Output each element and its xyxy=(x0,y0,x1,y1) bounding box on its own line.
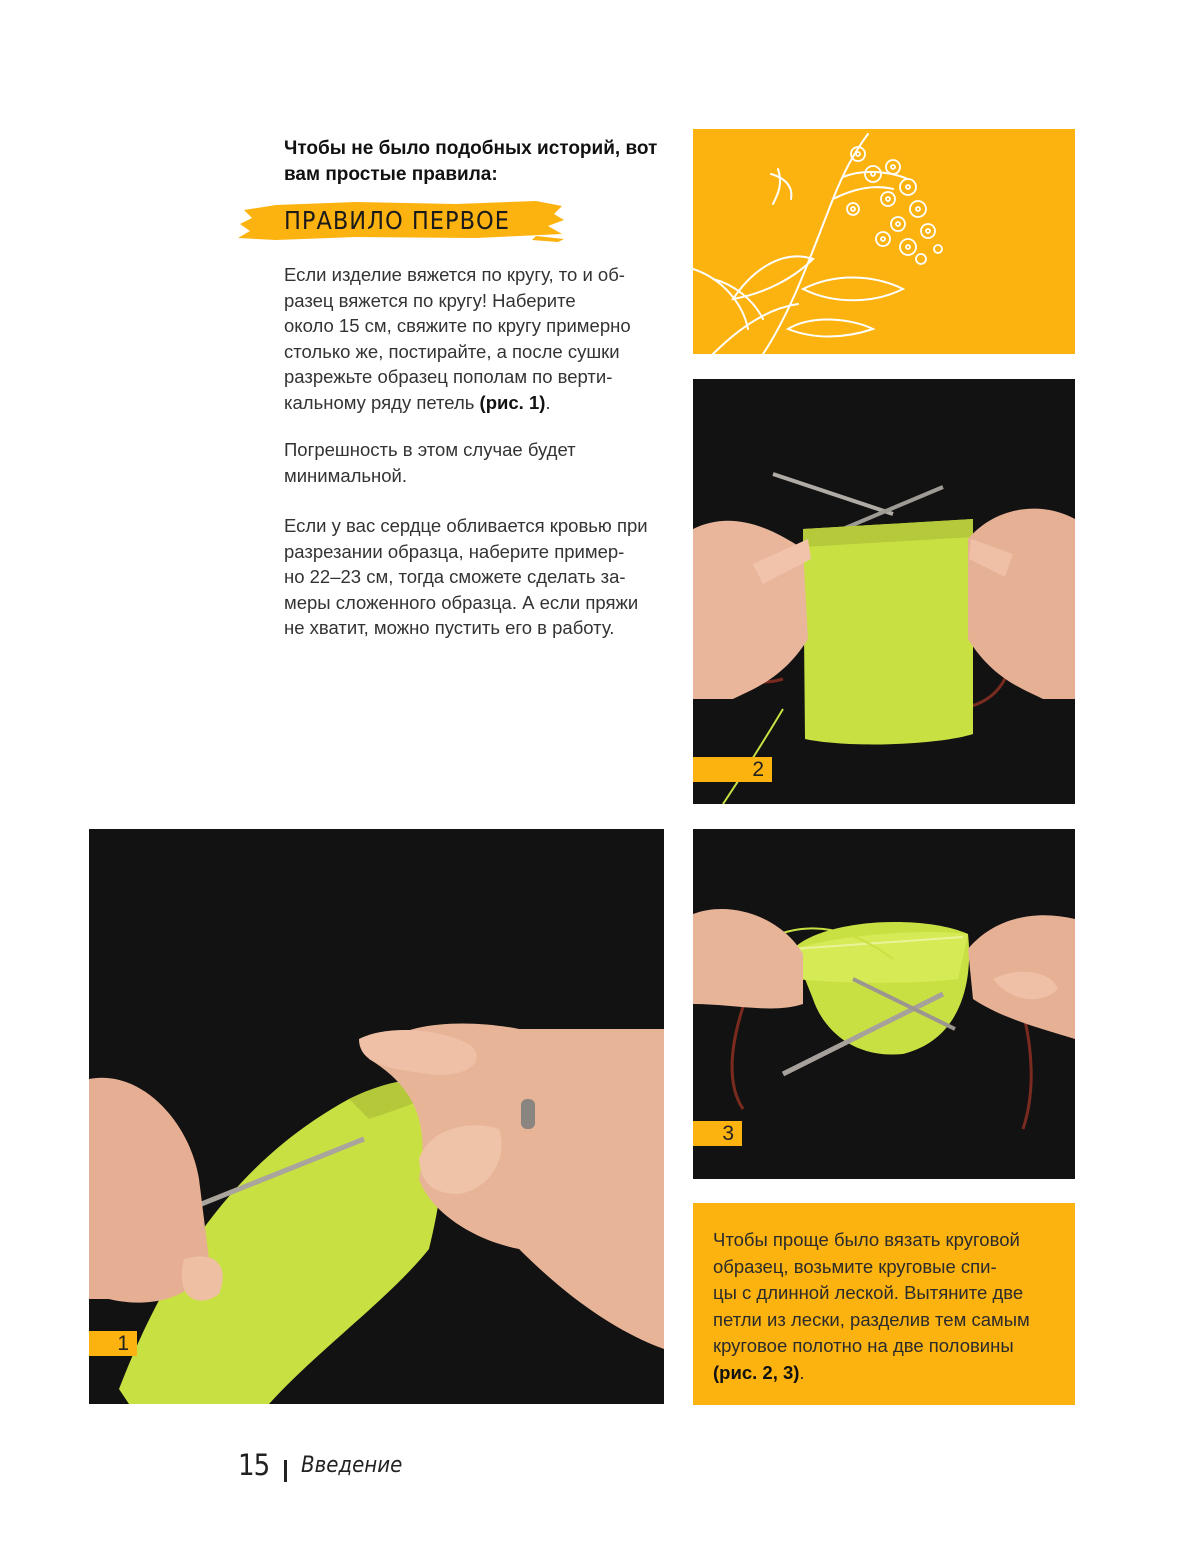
figure-badge-3: 3 xyxy=(693,1121,742,1146)
text-fragment: кальному ряду петель xyxy=(284,391,480,413)
tip-line: круговое полотно на две половины xyxy=(713,1335,1014,1356)
text-line: столько же, постирайте, а после сушки xyxy=(284,340,620,362)
text-fragment: . xyxy=(545,391,551,413)
rule-title: ПРАВИЛО ПЕРВОЕ xyxy=(284,206,510,235)
intro-line-1: Чтобы не было подобных историй, вот xyxy=(284,138,658,159)
text-line xyxy=(284,390,674,416)
text-line: разец вяжется по кругу! Наберите xyxy=(284,289,576,311)
flower-illustration xyxy=(693,129,1075,354)
section-name: Введение xyxy=(301,1453,403,1478)
flower-line-art-icon xyxy=(693,129,1075,354)
tip-line xyxy=(713,1360,1055,1387)
photo-figure-1 xyxy=(89,829,664,1404)
text-line: Погрешность в этом случае будет xyxy=(284,439,576,460)
photo-figure-3 xyxy=(693,829,1075,1179)
text-line: но 22–23 см, тогда сможете сделать за- xyxy=(284,566,626,587)
text-line: минимальной. xyxy=(284,464,408,486)
text-fragment: . xyxy=(799,1361,805,1383)
paragraph-2 xyxy=(284,437,674,488)
intro-line-2: вам простые правила: xyxy=(284,164,498,185)
text-line: не хватит, можно пустить его в работу. xyxy=(284,617,615,638)
intro-heading xyxy=(284,136,674,188)
knitting-photo-2-icon xyxy=(693,379,1075,804)
photo-figure-2 xyxy=(693,379,1075,804)
figure-badge-1: 1 xyxy=(89,1331,137,1356)
text-line: Если изделие вяжется по кругу, то и об- xyxy=(284,264,625,285)
figure-reference: (рис. 2, 3) xyxy=(713,1361,800,1383)
tip-line: Чтобы проще было вязать круговой xyxy=(713,1229,1020,1250)
paragraph-1 xyxy=(284,262,674,415)
paragraph-3 xyxy=(284,513,674,641)
tip-line: петли из лески, разделив тем самым xyxy=(713,1308,1030,1330)
tip-line: образец, возьмите круговые спи- xyxy=(713,1255,997,1277)
text-line: около 15 см, свяжите по кругу примерно xyxy=(284,315,631,336)
text-line: Если у вас сердце обливается кровью при xyxy=(284,515,648,536)
knitting-photo-1-icon xyxy=(89,829,664,1404)
knitting-photo-3-icon xyxy=(693,829,1075,1179)
figure-reference: (рис. 1) xyxy=(479,391,546,413)
page-number: 15 xyxy=(238,1448,270,1482)
text-line: разрежьте образец пополам по верти- xyxy=(284,366,613,387)
tip-box xyxy=(693,1203,1075,1405)
footer-divider xyxy=(284,1460,287,1482)
figure-badge-2: 2 xyxy=(693,757,772,782)
text-line: разрезании образца, наберите пример- xyxy=(284,540,625,562)
tip-line: цы с длинной леской. Вытяните две xyxy=(713,1282,1024,1303)
text-line: меры сложенного образца. А если пряжи xyxy=(284,591,639,613)
